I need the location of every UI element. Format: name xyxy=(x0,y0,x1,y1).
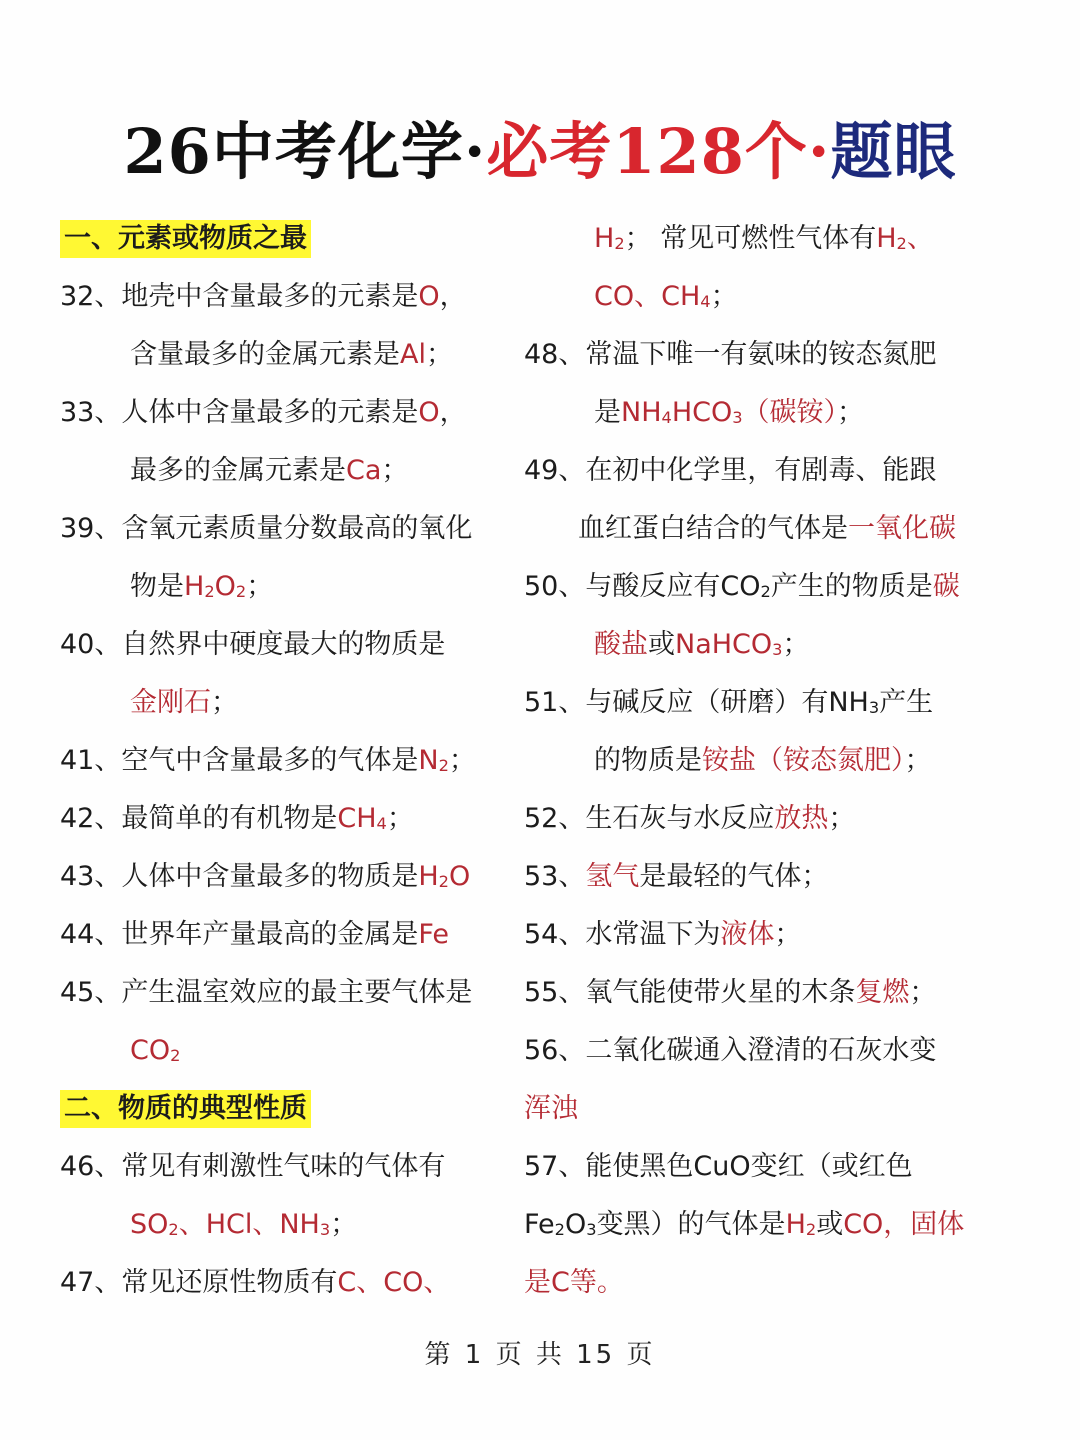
item-57-cont-2: 是C等。 xyxy=(524,1267,624,1298)
title-part-1: 26中考化学· xyxy=(123,115,487,188)
item-47-cont: $H_2$； 常见可燃性气体有$H_2$、 xyxy=(594,223,934,254)
item-54: 54、水常温下为液体； xyxy=(524,919,802,950)
item-47: 47、常见还原性物质有C、CO、 xyxy=(60,1267,451,1298)
item-51: 51、与碱反应（研磨）有$NH_3$产生 xyxy=(524,687,934,718)
section-heading-1: 一、元素或物质之最 xyxy=(60,210,520,268)
title-part-3: 题眼 xyxy=(830,115,957,188)
item-50-cont: 酸盐或NaHCO$_3$； xyxy=(594,629,810,660)
section-heading-2: 二、物质的典型性质 xyxy=(60,1080,520,1138)
page-footer: 第 1 页 共 15 页 xyxy=(424,1340,656,1370)
item-44: 44、世界年产量最高的金属是Fe xyxy=(60,919,450,950)
item-49: 49、在初中化学里，有剧毒、能跟 xyxy=(524,455,937,486)
item-32: 32、地壳中含量最多的元素是O， xyxy=(60,281,467,312)
item-32-cont: 含量最多的金属元素是Al； xyxy=(130,339,453,370)
item-57-cont: $Fe_2O_3$变黑）的气体是$H_2$或CO，固体 xyxy=(524,1209,965,1240)
item-33-cont: 最多的金属元素是Ca； xyxy=(130,455,409,486)
item-39-cont: 物是$H_2O_2$； xyxy=(130,571,274,602)
item-49-cont: 血红蛋白结合的气体是一氧化碳 xyxy=(578,513,956,544)
item-46-cont: $SO_2$、HCl、$NH_3$； xyxy=(130,1209,358,1240)
right-column xyxy=(524,210,1044,1312)
item-55: 55、氧气能使带火星的木条复燃； xyxy=(524,977,937,1008)
item-39: 39、含氧元素质量分数最高的氧化 xyxy=(60,513,473,544)
item-52: 52、生石灰与水反应放热； xyxy=(524,803,856,834)
item-41: 41、空气中含量最多的气体是$N_2$； xyxy=(60,745,476,776)
item-57: 57、能使黑色CuO变红（或红色 xyxy=(524,1151,913,1182)
item-48-cont: 是$NH_4HCO_3$（碳铵）； xyxy=(594,397,865,428)
page-title xyxy=(0,102,1080,191)
item-40-cont: 金刚石； xyxy=(130,687,238,718)
item-48: 48、常温下唯一有氨味的铵态氮肥 xyxy=(524,339,937,370)
item-56: 56、二氧化碳通入澄清的石灰水变 xyxy=(524,1035,937,1066)
item-51-cont: 的物质是铵盐（铵态氮肥）； xyxy=(594,745,932,776)
item-40: 40、自然界中硬度最大的物质是 xyxy=(60,629,446,660)
item-47-cont-2: CO、$CH_4$； xyxy=(594,281,738,312)
item-45: 45、产生温室效应的最主要气体是 xyxy=(60,977,473,1008)
item-43: 43、人体中含量最多的物质是$H_2O$ xyxy=(60,861,471,892)
item-42: 42、最简单的有机物是$CH_4$； xyxy=(60,803,414,834)
item-45-cont: $CO_2$ xyxy=(130,1035,181,1066)
item-53: 53、氢气是最轻的气体； xyxy=(524,861,829,892)
left-column xyxy=(60,210,520,1312)
item-33: 33、人体中含量最多的元素是O， xyxy=(60,397,467,428)
title-part-2: 必考128个· xyxy=(486,115,831,188)
item-46: 46、常见有刺激性气味的气体有 xyxy=(60,1151,446,1182)
item-56-cont: 浑浊 xyxy=(524,1093,578,1124)
item-50: 50、与酸反应有$CO_2$产生的物质是碳 xyxy=(524,571,960,602)
